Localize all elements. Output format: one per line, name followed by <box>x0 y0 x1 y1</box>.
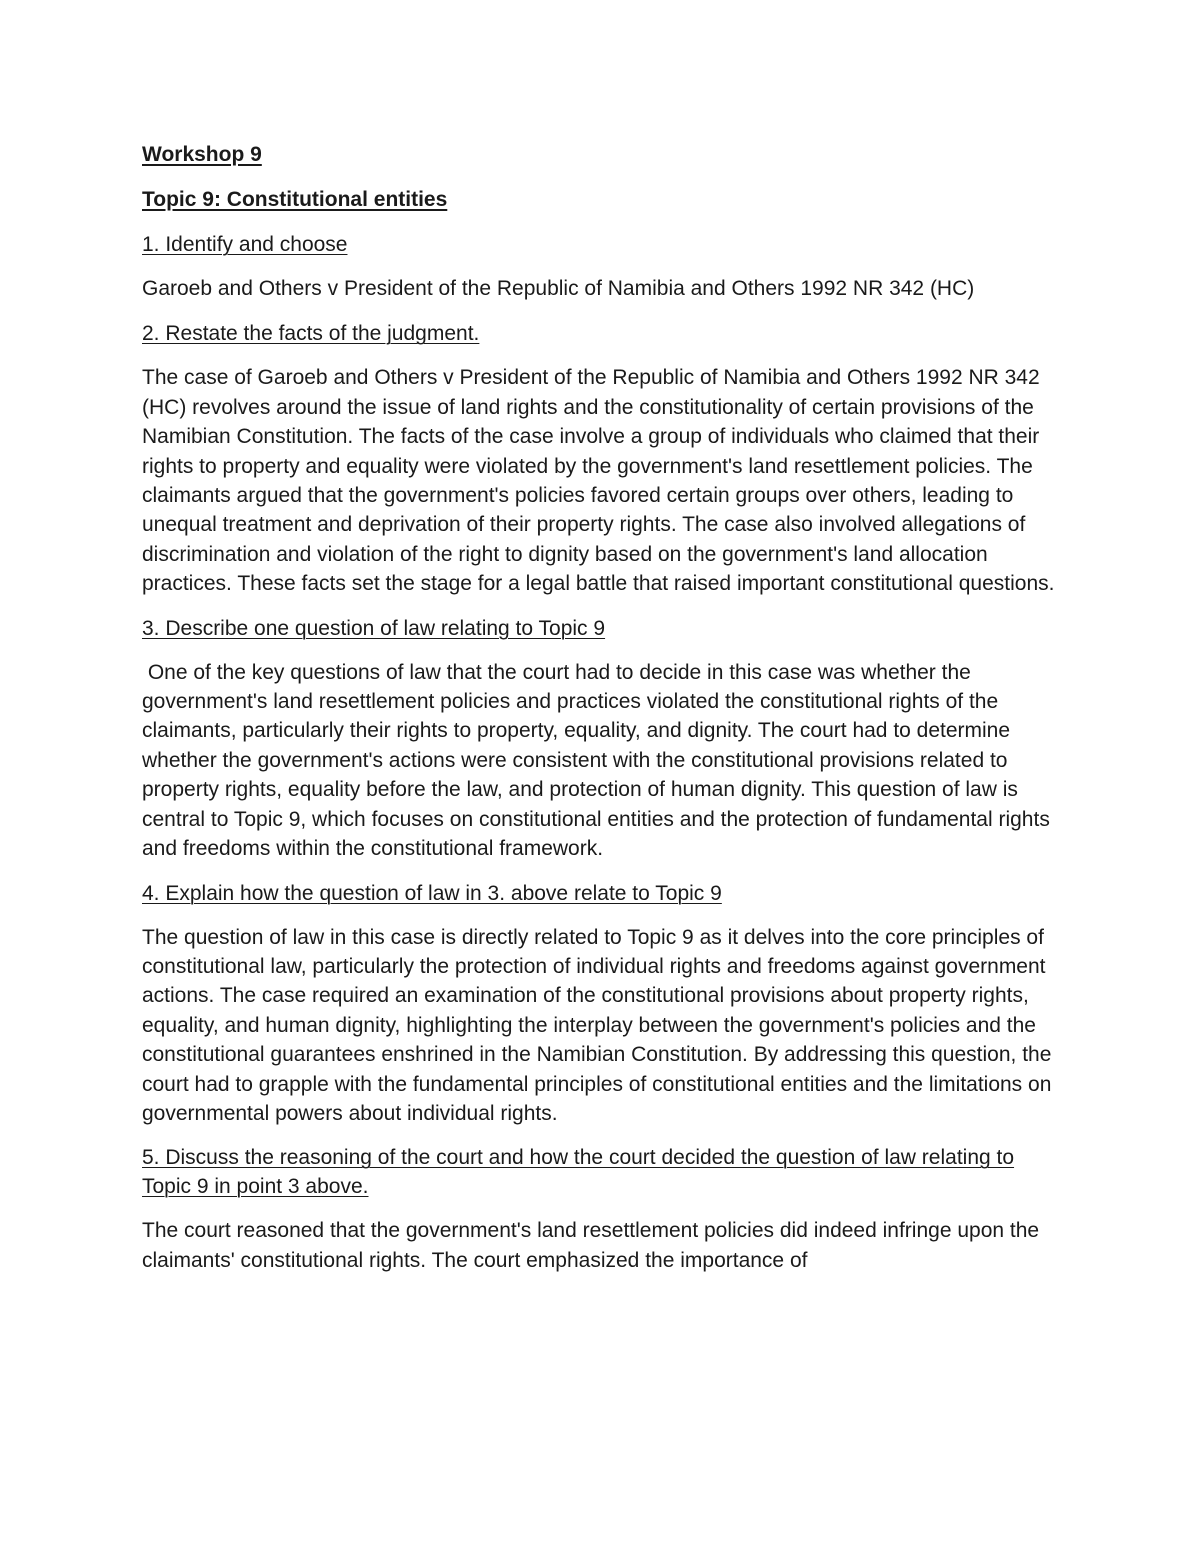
section-3-body: One of the key questions of law that the court had to decide in this case was whether the government's land resettlement policies and practices violated the constitutional rights of the claimants, particularly their rights to property, equality, and dignity. The court had to determine whether the government's actions were consistent with the constitutional provisions related to property rights, equality before the law, and protection of human dignity. This question of law is central to Topic 9, which focuses on constitutional entities and the protection of fundamental rights and freedoms within the constitutional framework. <box>142 660 1056 861</box>
section-3-heading: 3. Describe one question of law relating to Topic 9 <box>142 616 606 640</box>
document-title: Workshop 9 <box>142 143 262 166</box>
section-4-body: The question of law in this case is directly related to Topic 9 as it delves into the core principles of constitutional law, particularly the protection of individual rights and freedoms against government actions. The case required an examination of the constitutional provisions about property rights, equality, and human dignity, highlighting the interplay between the government's policies and the constitutional guarantees enshrined in the Namibian Constitution. By addressing this question, the court had to grapple with the fundamental principles of constitutional entities and the limitations on governmental powers about individual rights. <box>142 925 1052 1125</box>
section-4-heading: 4. Explain how the question of law in 3. above relate to Topic 9 <box>142 881 722 905</box>
section-2-heading: 2. Restate the facts of the judgment. <box>142 322 480 346</box>
section-5-body: The court reasoned that the government's land resettlement policies did indeed infringe upon the claimants' constitutional rights. The court emphasized the importance of <box>142 1219 1040 1272</box>
topic-title: Topic 9: Constitutional entities <box>142 188 448 211</box>
section-1-body: Garoeb and Others v President of the Republic of Namibia and Others 1992 NR 342 (HC) <box>142 277 975 300</box>
section-5-heading: 5. Discuss the reasoning of the court and how the court decided the question of law relating to Topic 9 in point 3 above. <box>142 1146 1015 1199</box>
document-page <box>142 140 1067 1290</box>
section-1-heading: 1. Identify and choose <box>142 233 348 256</box>
section-2-body: The case of Garoeb and Others v President of the Republic of Namibia and Others 1992 NR 342 (HC) revolves around the issue of land rights and the constitutionality of certain provisions of the Namibian Constitution. The facts of the case involve a group of individuals who claimed that their rights to property and equality were violated by the government's land resettlement policies. The claimants argued that the government's policies favored certain groups over others, leading to unequal treatment and deprivation of their property rights. The case also involved allegations of discrimination and violation of the right to dignity based on the government's land allocation practices. These facts set the stage for a legal battle that raised important constitutional questions. <box>142 366 1055 596</box>
